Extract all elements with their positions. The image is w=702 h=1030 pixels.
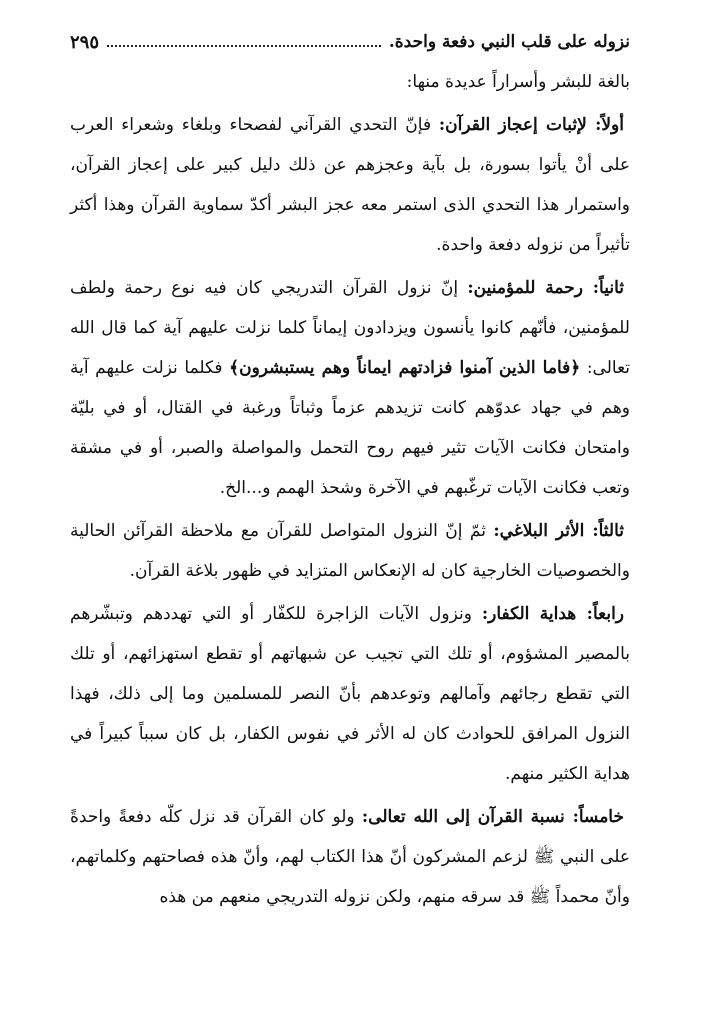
first-point-text: فإنّ التحدي القرآني لفصحاء وبلغاء وشعراء العرب على أنْ يأتوا بسورة، بل بآية وعجزهم عن ذلك دليل كبير على إعجاز القرآن، واستمرار هذا التحدي الذى استمر معه عجز البشر أكدّ سماوية القرآن وهذا أكثر تأثيراً من نزوله دفعة واحدة. bbox=[70, 115, 630, 255]
second-point-heading: ثانياً: رحمة للمؤمنين: bbox=[467, 278, 624, 298]
fifth-point-heading: خامساً: نسبة القرآن إلى الله تعالى: bbox=[361, 807, 624, 827]
body-text bbox=[70, 62, 630, 917]
paragraph-first-point bbox=[70, 105, 630, 265]
book-page bbox=[70, 22, 630, 920]
paragraph-third-point bbox=[70, 511, 630, 591]
fourth-point-text: ونزول الآيات الزاجرة للكفّار أو التي تهددهم وتبشّرهم بالمصير المشؤوم، أو تلك التي تجيب عن شبهاتهم أو تقطع استهزائهم، أو تلك التي تقطع رجائهم وآمالهم وتوعدهم بأنّ النصر للمسلمين وما إلى ذلك، فهذا النزول المرافق للحوادث كان له الأثر في نفوس الكفار، بل كان سبباً كبيراً في هداية الكثير منهم. bbox=[70, 604, 630, 784]
header-title: نزوله على قلب النبي دفعة واحدة. bbox=[388, 32, 630, 52]
quran-quote: ﴿فاما الذين آمنوا فزادتهم ايماناً وهم يستبشرون﴾ bbox=[229, 358, 581, 378]
fourth-point-heading: رابعاً: هداية الكفار: bbox=[481, 604, 625, 624]
first-point-heading: أولاً: لإثبات إعجاز القرآن: bbox=[438, 115, 624, 135]
second-point-text: إنّ نزول القرآن التدريجي كان فيه نوع رحمة ولطف للمؤمنين، فأنّهم كانوا يأنسون ويزدادون إيماناً كلما نزلت عليهم آية كما قال الله تعالى: bbox=[70, 278, 631, 378]
third-point-text: ثمّ إنّ النزول المتواصل للقرآن مع ملاحظة القرآئن الحالية والخصوصيات الخارجية كان له الإنعكاس المتزايد في ظهور بلاغة القرآن. bbox=[70, 521, 630, 581]
running-header bbox=[70, 22, 630, 62]
paragraph-intro bbox=[70, 62, 630, 102]
paragraph-fifth-point bbox=[70, 797, 630, 917]
page-number: ٢٩٥ bbox=[70, 31, 100, 53]
third-point-heading: ثالثاً: الأثر البلاغي: bbox=[493, 521, 624, 541]
paragraph-second-point bbox=[70, 268, 630, 508]
header-dot-leader bbox=[107, 45, 381, 47]
fifth-point-text: ولو كان القرآن قد نزل كلّه دفعةً واحدةً على النبي ﷺ لزعم المشركون أنّ هذا الكتاب لهم، وأنّ هذه فصاحتهم وكلماتهم، وأنّ محمداً ﷺ قد سرقه منهم، ولكن نزوله التدريجي منعهم من هذه bbox=[70, 807, 630, 907]
second-point-text-continued: فكلما نزلت عليهم آية وهم في جهاد عدوّهم كانت تزيدهم عزماً وثباتاً ورغبة في القتال، أو في بليّة وامتحان فكانت الآيات تثير فيهم روح التحمل والمواصلة والصبر، أو في مشقة وتعب فكانت الآيات ترغّبهم في الآخرة وشحذ الهمم و...الخ. bbox=[70, 358, 630, 498]
paragraph-fourth-point bbox=[70, 594, 630, 794]
intro-text: بالغة للبشر وأسراراً عديدة منها: bbox=[406, 72, 630, 92]
